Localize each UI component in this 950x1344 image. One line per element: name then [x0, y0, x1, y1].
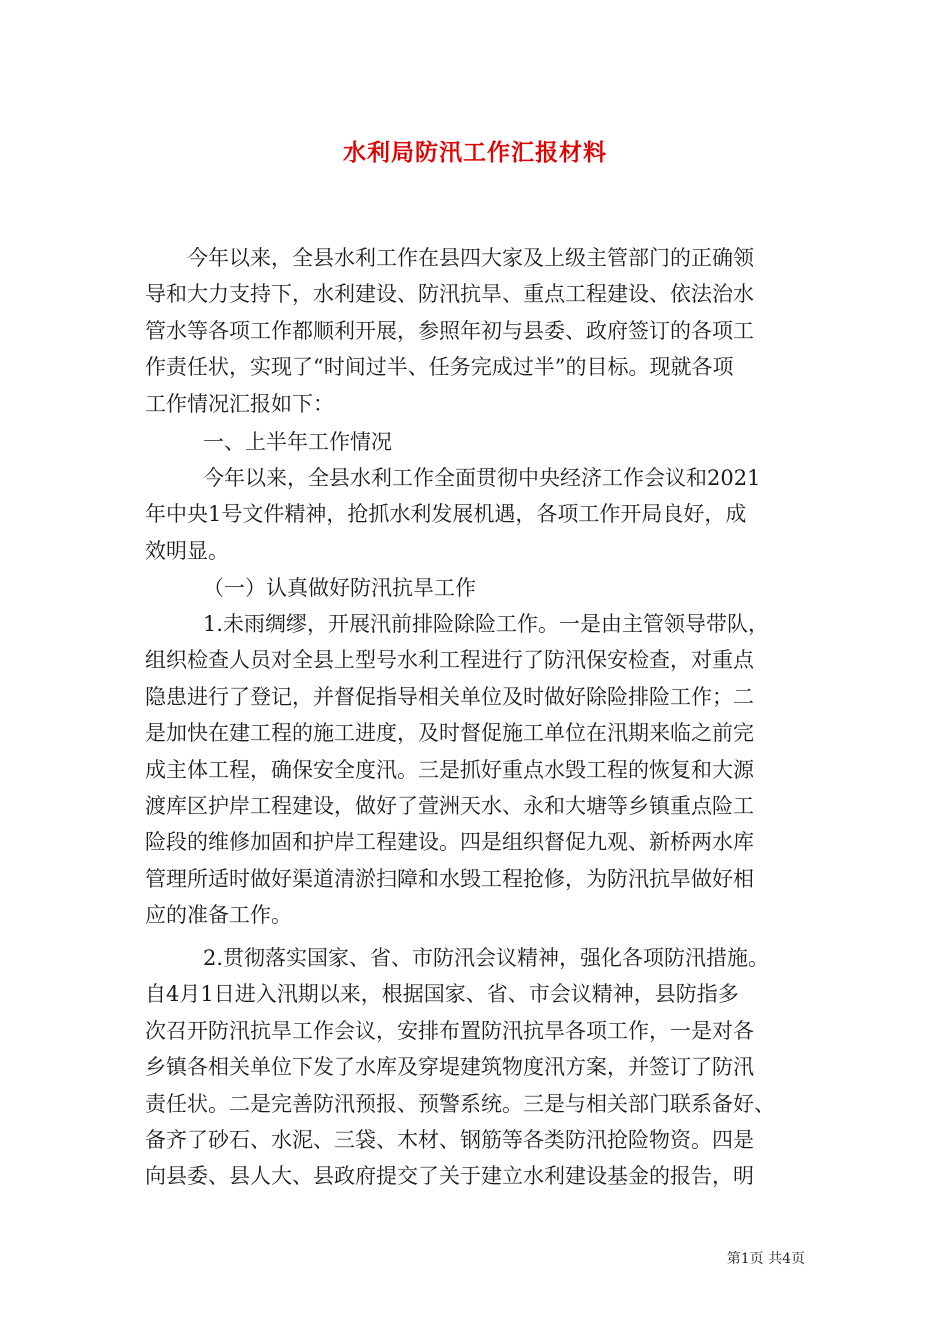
- section-heading: 一、上半年工作情况: [203, 430, 392, 454]
- text-line: 1.未雨绸缪，开展汛前排险除险工作。一是由主管领导带队，: [203, 612, 770, 636]
- text-line: 管水等各项工作都顺利开展，参照年初与县委、政府签订的各项工: [145, 318, 754, 343]
- text-line: 今年以来，全县水利工作全面贯彻中央经济工作会议和2021: [203, 466, 761, 490]
- text-line: 备齐了砂石、水泥、三袋、木材、钢筋等各类防汛抢险物资。四是: [145, 1128, 754, 1153]
- text-line: 2.贯彻落实国家、省、市防汛会议精神，强化各项防汛措施。: [203, 946, 770, 970]
- section1-paragraph: [145, 460, 807, 569]
- page-number: 第1页 共4页: [726, 1251, 805, 1267]
- subsection-heading: （一）认真做好防汛抗旱工作: [203, 576, 476, 600]
- text-line: 成主体工程，确保安全度汛。三是抓好重点水毁工程的恢复和大源: [145, 757, 754, 782]
- text-line: 是加快在建工程的施工进度，及时督促施工单位在汛期来临之前完: [145, 721, 754, 746]
- text-line: 隐患进行了登记，并督促指导相关单位及时做好除险排险工作；二: [145, 684, 754, 709]
- text-line: 作责任状，实现了“时间过半、任务完成过半”的目标。现就各项: [145, 355, 734, 380]
- text-line: 应的准备工作。: [145, 903, 292, 928]
- text-line: 组织检查人员对全县上型号水利工程进行了防汛保安检查，对重点: [145, 648, 754, 673]
- text-line: 自4月1日进入汛期以来，根据国家、省、市会议精神，县防指多: [145, 982, 739, 1007]
- text-line: 次召开防汛抗旱工作会议，安排布置防汛抗旱各项工作，一是对各: [145, 1018, 754, 1043]
- text-line: 效明显。: [145, 538, 229, 563]
- text-line: 导和大力支持下，水利建设、防汛抗旱、重点工程建设、依法治水: [145, 282, 754, 307]
- intro-paragraph: [145, 240, 807, 422]
- text-line: 向县委、县人大、县政府提交了关于建立水利建设基金的报告，明: [145, 1164, 754, 1189]
- item1-paragraph: [145, 606, 807, 934]
- text-line: 年中央1号文件精神，抢抓水利发展机遇，各项工作开局良好，成: [145, 502, 747, 527]
- text-line: 责任状。二是完善防汛预报、预警系统。三是与相关部门联系备好、: [145, 1091, 775, 1116]
- text-line: 管理所适时做好渠道清淤扫障和水毁工程抢修，为防汛抗旱做好相: [145, 866, 754, 891]
- item2-paragraph: [145, 940, 807, 1195]
- text-line: 乡镇各相关单位下发了水库及穿堤建筑物度汛方案，并签订了防汛: [145, 1055, 754, 1080]
- text-line: 险段的维修加固和护岸工程建设。四是组织督促九观、新桥两水库: [145, 830, 754, 855]
- text-line: 渡库区护岸工程建设，做好了萱洲天水、永和大塘等乡镇重点险工: [145, 794, 754, 819]
- document-title: 水利局防汛工作汇报材料: [343, 139, 607, 166]
- text-line: 工作情况汇报如下：: [145, 391, 334, 416]
- text-line: 今年以来，全县水利工作在县四大家及上级主管部门的正确领: [187, 246, 754, 270]
